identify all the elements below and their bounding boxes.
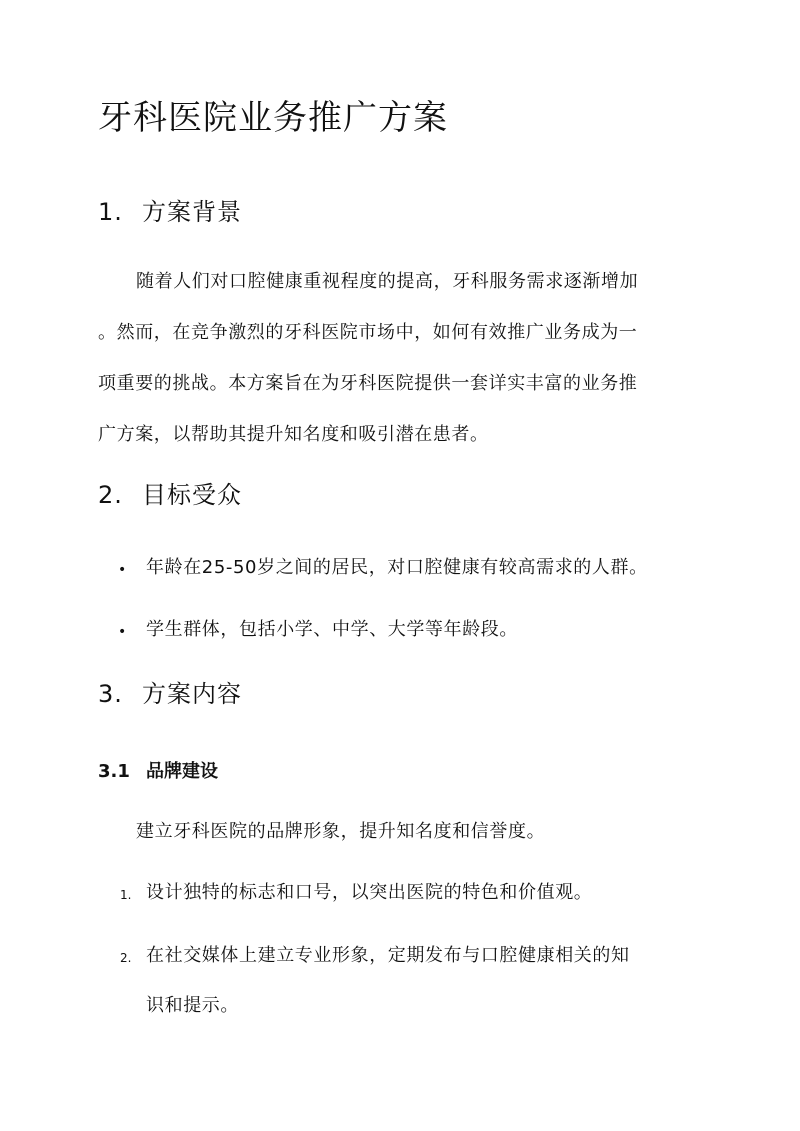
- paragraph-line: 随着人们对口腔健康重视程度的提高，牙科服务需求逐渐增加: [136, 271, 639, 292]
- subsection-title: 品牌建设: [146, 761, 218, 782]
- list-number: 1.: [120, 888, 132, 902]
- section-title: 方案内容: [142, 680, 242, 708]
- list-item-continuation: 识和提示。: [146, 995, 239, 1016]
- section-title: 方案背景: [142, 198, 242, 226]
- section-title: 目标受众: [142, 481, 242, 509]
- subsection-intro: 建立牙科医院的品牌形象，提升知名度和信誉度。: [136, 821, 546, 842]
- subsection-number: 3.1: [98, 761, 130, 782]
- section-number: 1.: [98, 198, 123, 226]
- paragraph-line: 。然而，在竞争激烈的牙科医院市场中，如何有效推广业务成为一: [98, 322, 638, 343]
- list-number: 2.: [120, 951, 132, 965]
- list-item: 年龄在25-50岁之间的居民，对口腔健康有较高需求的人群。: [146, 557, 648, 578]
- section-heading-background: [98, 194, 242, 230]
- document-title: 牙科医院业务推广方案: [98, 98, 448, 138]
- list-item: 设计独特的标志和口号，以突出医院的特色和价值观。: [146, 882, 593, 903]
- bullet-icon: •: [118, 562, 127, 578]
- paragraph-line: 广方案，以帮助其提升知名度和吸引潜在患者。: [98, 424, 489, 445]
- section-number: 3.: [98, 680, 123, 708]
- list-item: 学生群体，包括小学、中学、大学等年龄段。: [146, 619, 518, 640]
- paragraph-line: 项重要的挑战。本方案旨在为牙科医院提供一套详实丰富的业务推: [98, 373, 638, 394]
- bullet-icon: •: [118, 624, 127, 640]
- list-item: 在社交媒体上建立专业形象，定期发布与口腔健康相关的知: [146, 945, 630, 966]
- section-heading-content: [98, 676, 242, 712]
- section-number: 2.: [98, 481, 123, 509]
- section-heading-audience: [98, 477, 242, 513]
- subsection-heading-brand: [98, 758, 218, 786]
